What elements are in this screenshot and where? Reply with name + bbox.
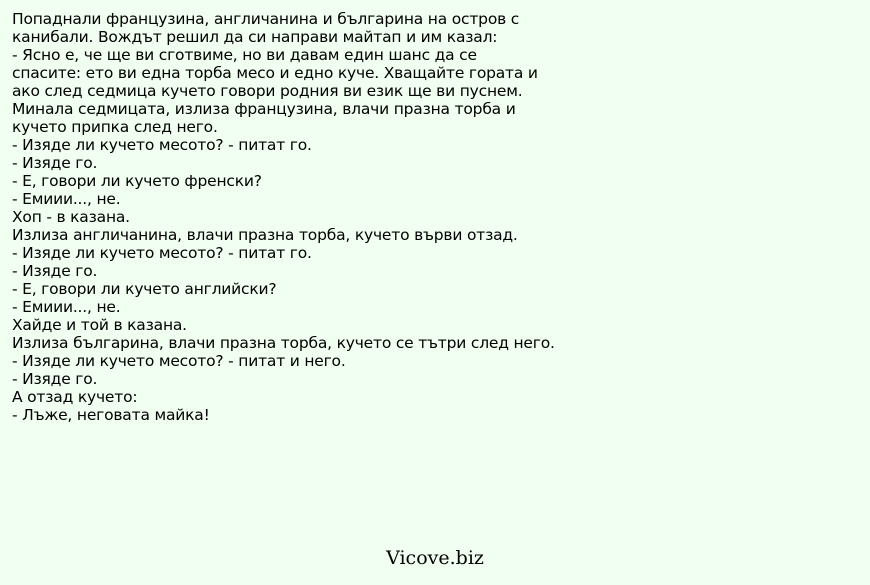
joke-line: Минала седмицата, излиза французина, влачи празна торба и: [12, 100, 516, 118]
joke-line: - Изяде го.: [12, 262, 98, 280]
joke-text: [12, 10, 862, 424]
joke-line: - Емиии..., не.: [12, 298, 121, 316]
joke-line: Излиза англичанина, влачи празна торба, кучето върви отзад.: [12, 226, 518, 244]
joke-line: Хоп - в казана.: [12, 208, 130, 226]
joke-line: - Изяде го.: [12, 154, 98, 172]
joke-line: - Лъже, неговата майка!: [12, 406, 210, 424]
joke-line: Излиза българина, влачи празна торба, кучето се тътри след него.: [12, 334, 555, 352]
joke-line: - Изяде го.: [12, 370, 98, 388]
joke-line: Попаднали французина, англичанина и българина на остров с: [12, 10, 520, 28]
joke-line: кучето припка след него.: [12, 118, 218, 136]
joke-line: - Емиии..., не.: [12, 190, 121, 208]
joke-line: А отзад кучето:: [12, 388, 138, 406]
joke-line: - Изяде ли кучето месото? - питат и него.: [12, 352, 346, 370]
joke-line: спасите: ето ви една торба месо и едно куче. Хващайте гората и: [12, 64, 538, 82]
joke-line: канибали. Вождът решил да си направи майтап и им казал:: [12, 28, 498, 46]
joke-line: - Изяде ли кучето месото? - питат го.: [12, 136, 312, 154]
joke-line: - Е, говори ли кучето английски?: [12, 280, 277, 298]
joke-line: Хайде и той в казана.: [12, 316, 187, 334]
joke-line: - Изяде ли кучето месото? - питат го.: [12, 244, 312, 262]
site-watermark: Vicove.biz: [386, 547, 484, 569]
joke-line: - Е, говори ли кучето френски?: [12, 172, 262, 190]
joke-line: ако след седмица кучето говори родния ви език ще ви пуснем.: [12, 82, 523, 100]
joke-line: - Ясно е, че ще ви сготвиме, но ви давам един шанс да се: [12, 46, 477, 64]
